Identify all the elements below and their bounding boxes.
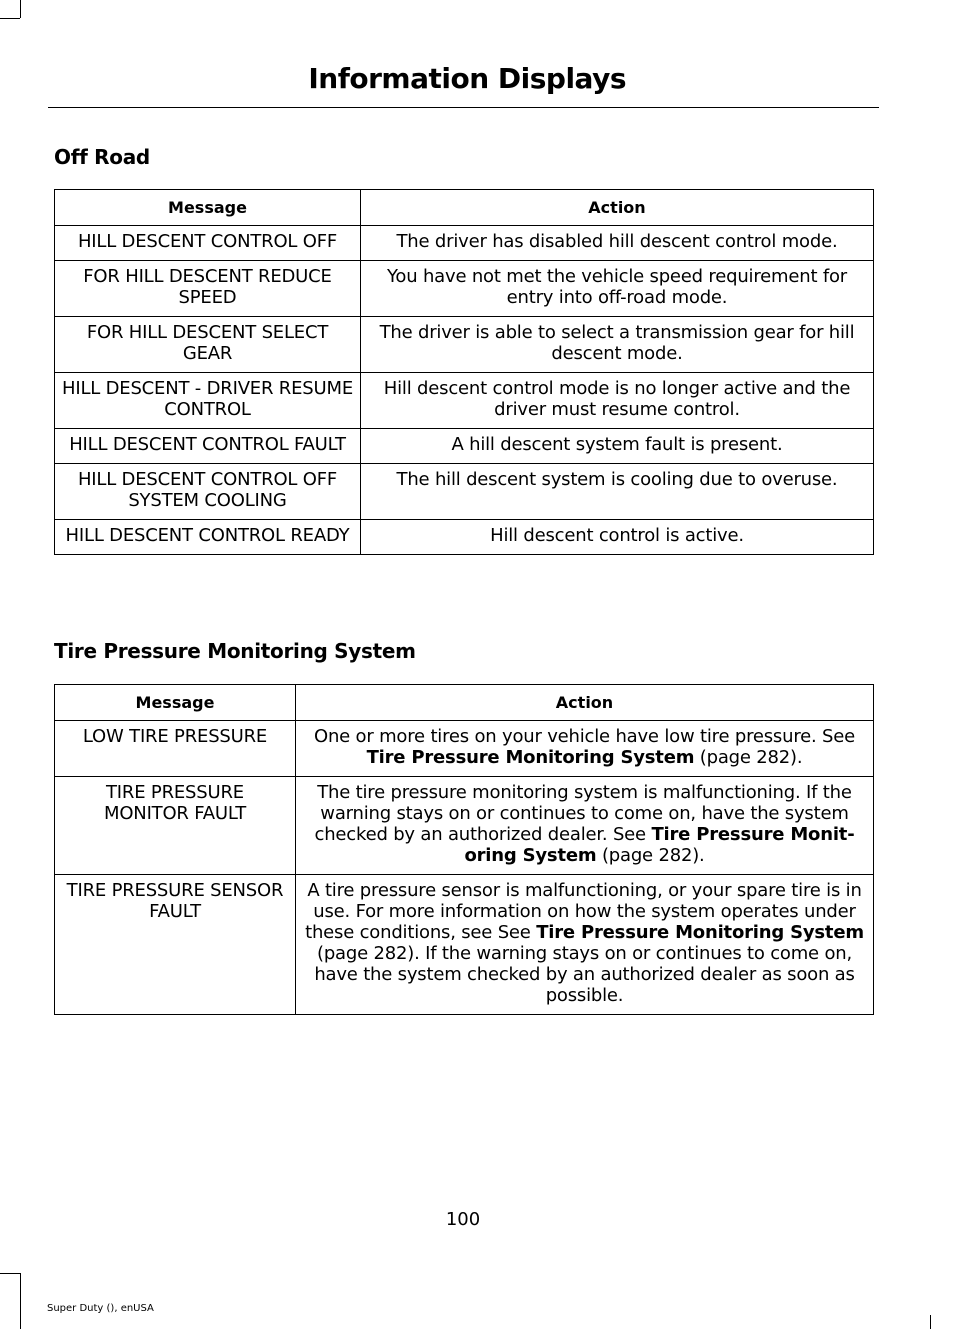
message-cell: HILL DESCENT CONTROL OFF bbox=[55, 226, 361, 261]
action-cell: The driver is able to select a transmission gear for hill descent mode. bbox=[361, 317, 874, 373]
table-row bbox=[55, 721, 874, 777]
message-cell: TIRE PRESSURE MONITOR FAULT bbox=[55, 777, 296, 875]
column-header-action: Action bbox=[296, 685, 874, 721]
table-row bbox=[55, 261, 874, 317]
table-row bbox=[55, 464, 874, 520]
tpms-table bbox=[54, 684, 874, 1015]
table-row bbox=[55, 429, 874, 464]
page-reference: (page 282). bbox=[694, 747, 803, 768]
action-text: One or more tires on your vehicle have low tire pressure. See bbox=[313, 726, 856, 747]
message-cell: FOR HILL DESCENT REDUCE SPEED bbox=[55, 261, 361, 317]
tpms-heading: Tire Pressure Monitoring System bbox=[54, 639, 416, 663]
action-text: The tire pressure monitoring system is malfunctioning. If the warning stays on or continues to come on, have the system checked by an authorized dealer. See bbox=[314, 782, 852, 845]
message-cell: TIRE PRESSURE SENSOR FAULT bbox=[55, 875, 296, 1015]
action-cell bbox=[296, 721, 874, 777]
off-road-table bbox=[54, 189, 874, 555]
table-row bbox=[55, 317, 874, 373]
action-cell: Hill descent control mode is no longer active and the driver must resume control. bbox=[361, 373, 874, 429]
action-cell: Hill descent control is active. bbox=[361, 520, 874, 555]
action-cell: The hill descent system is cooling due to overuse. bbox=[361, 464, 874, 520]
message-cell: HILL DESCENT CONTROL FAULT bbox=[55, 429, 361, 464]
message-cell: HILL DESCENT - DRIVER RESUME CONTROL bbox=[55, 373, 361, 429]
column-header-message: Message bbox=[55, 685, 296, 721]
message-cell: HILL DESCENT CONTROL OFF SYSTEM COOLING bbox=[55, 464, 361, 520]
table-row bbox=[55, 226, 874, 261]
action-cell bbox=[296, 777, 874, 875]
message-cell: LOW TIRE PRESSURE bbox=[55, 721, 296, 777]
table-header-row bbox=[55, 685, 874, 721]
table-header-row bbox=[55, 190, 874, 226]
crop-mark bbox=[20, 1273, 21, 1329]
action-cell bbox=[296, 875, 874, 1015]
footer-text: Super Duty (), enUSA bbox=[47, 1303, 154, 1314]
crop-mark bbox=[930, 1315, 931, 1329]
page-reference: (page 282). bbox=[596, 845, 705, 866]
column-header-message: Message bbox=[55, 190, 361, 226]
column-header-action: Action bbox=[361, 190, 874, 226]
table-row bbox=[55, 520, 874, 555]
crop-mark bbox=[20, 0, 21, 18]
page-title: Information Displays bbox=[308, 62, 626, 95]
crop-mark bbox=[0, 18, 20, 19]
action-text: A tire pressure sensor is malfunctioning, or your spare tire is in use. For more information on how the system operates under these conditions, see See bbox=[305, 880, 862, 943]
message-cell: HILL DESCENT CONTROL READY bbox=[55, 520, 361, 555]
cross-reference-link[interactable]: Tire Pressure Monitoring System bbox=[536, 922, 864, 943]
page-number: 100 bbox=[445, 1209, 481, 1230]
table-row bbox=[55, 777, 874, 875]
action-cell: You have not met the vehicle speed requirement for entry into off-road mode. bbox=[361, 261, 874, 317]
page-reference: (page 282). If the warning stays on or continues to come on, have the system checked by an authorized dealer as soon as possible. bbox=[314, 943, 855, 1006]
table-row bbox=[55, 875, 874, 1015]
cross-reference-link[interactable]: Tire Pressure Monitoring System bbox=[366, 747, 695, 768]
message-cell: FOR HILL DESCENT SELECT GEAR bbox=[55, 317, 361, 373]
table-row bbox=[55, 373, 874, 429]
page-header bbox=[48, 60, 879, 108]
action-cell: A hill descent system fault is present. bbox=[361, 429, 874, 464]
off-road-heading: Off Road bbox=[54, 145, 150, 169]
action-cell: The driver has disabled hill descent control mode. bbox=[361, 226, 874, 261]
cross-reference-link[interactable]: Tire Pressure Monit-oring System bbox=[464, 824, 855, 866]
crop-mark bbox=[0, 1273, 20, 1274]
